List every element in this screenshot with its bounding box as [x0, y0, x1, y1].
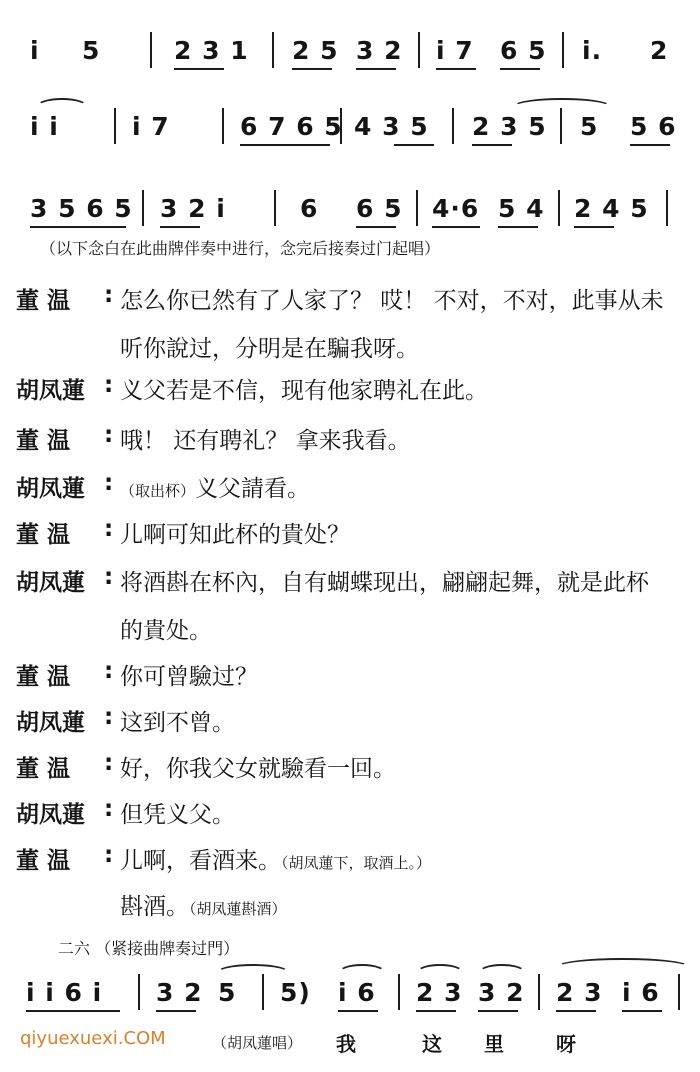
- dialogue-row-7: [16, 658, 690, 694]
- colon: :: [104, 704, 114, 730]
- note: 6 5: [356, 194, 403, 223]
- dialogue-row-10: [16, 796, 690, 832]
- note: i i: [30, 112, 59, 141]
- lyric-word: 我: [336, 1032, 356, 1056]
- lyric-word: 呀: [556, 1032, 576, 1056]
- beam: [160, 226, 200, 228]
- note: 6 7 6 5: [240, 112, 343, 141]
- score-line-4: [26, 978, 686, 1022]
- speaker-name: 董 温: [16, 756, 71, 782]
- dialogue-row-3: [16, 422, 690, 458]
- speaker-name: 胡凤蓮: [16, 802, 85, 828]
- colon: :: [104, 564, 114, 590]
- dialogue-text: 你可曾驗过？: [120, 664, 258, 690]
- bar-line: [666, 190, 668, 226]
- beam: [30, 226, 126, 228]
- note: 5 6: [630, 112, 677, 141]
- stage-direction: （胡凤蓮下，取酒上。）: [281, 854, 432, 872]
- dialogue-text: 义父若是不信，现有他家聘礼在此。: [120, 378, 488, 404]
- lyric-word: 里: [484, 1032, 504, 1056]
- note: 2 4 5: [574, 194, 649, 223]
- section-header: [58, 936, 239, 959]
- dialogue-text: 好，你我父女就驗看一回。: [120, 756, 396, 782]
- note: 2: [650, 36, 669, 65]
- bar-line: [138, 974, 140, 1010]
- beam: [292, 68, 332, 70]
- bar-line: [538, 974, 540, 1010]
- note: 5): [280, 978, 311, 1007]
- note: 3 2: [478, 978, 525, 1007]
- section-note: （紧接曲牌奏过門）: [95, 939, 240, 958]
- pour-text: 斟酒。: [120, 894, 189, 920]
- stage-note: （以下念白在此曲牌伴奏中进行，念完后接奏过门起唱）: [40, 239, 441, 258]
- score-line-3: [26, 194, 686, 238]
- stage-direction: （取出杯）: [120, 482, 196, 500]
- bar-line: [416, 190, 418, 226]
- dialogue-row-2: [16, 372, 690, 408]
- dialogue-row-9: [16, 750, 690, 786]
- slur: [556, 958, 690, 976]
- dialogue-line: 儿啊，看酒来。: [120, 848, 281, 874]
- dialogue-continuation: 的貴处。: [120, 618, 212, 644]
- dialogue-text: 将酒斟在杯內，自有蝴蝶现出，翩翩起舞，就是此杯: [120, 570, 649, 596]
- speaker-name: 胡凤蓮: [16, 476, 85, 502]
- bar-line: [560, 108, 562, 144]
- dialogue-row-6: [16, 564, 690, 600]
- colon: :: [104, 470, 114, 496]
- note: 4 3 5: [354, 112, 429, 141]
- note: 2 3: [416, 978, 463, 1007]
- beam: [240, 144, 330, 146]
- beam: [416, 1010, 456, 1012]
- note: 5: [82, 36, 101, 65]
- beam: [478, 1010, 518, 1012]
- dialogue-text: 但凭义父。: [120, 802, 235, 828]
- dialogue-row-5: [16, 516, 690, 552]
- note: 2 3 5: [472, 112, 547, 141]
- beam: [356, 226, 396, 228]
- note: 6 5: [500, 36, 547, 65]
- speaker-name: 胡凤蓮: [16, 710, 85, 736]
- bar-line: [142, 190, 144, 226]
- note: 2 3 1: [174, 36, 249, 65]
- beam: [338, 1010, 378, 1012]
- note: 5: [218, 978, 237, 1007]
- bar-line: [262, 974, 264, 1010]
- note: i i 6 i: [26, 978, 103, 1007]
- score-line-2: [26, 112, 686, 156]
- stage-direction: （胡凤蓮斟酒）: [189, 900, 287, 918]
- beam: [174, 68, 224, 70]
- dialogue-continuation: 听你說过，分明是在騙我呀。: [120, 336, 419, 362]
- lyric-word: 这: [422, 1032, 442, 1056]
- dialogue-line: 义父請看。: [195, 476, 311, 502]
- dialogue-row-8: [16, 704, 690, 740]
- dialogue-text: 这到不曾。: [120, 710, 235, 736]
- beam: [436, 68, 476, 70]
- note: 4·6: [432, 194, 480, 223]
- bar-line: [562, 32, 564, 68]
- colon: :: [104, 796, 114, 822]
- bar-line: [222, 108, 224, 144]
- beam: [498, 226, 538, 228]
- beam: [556, 1010, 596, 1012]
- beam: [622, 1010, 662, 1012]
- note: 3 2 i: [160, 194, 226, 223]
- colon: :: [104, 658, 114, 684]
- note: 5 4: [498, 194, 545, 223]
- section-number: 二六: [58, 939, 91, 958]
- speaker-name: 董 温: [16, 848, 71, 874]
- note: i 6: [622, 978, 660, 1007]
- beam: [574, 226, 614, 228]
- note: i 7: [436, 36, 474, 65]
- bar-line: [272, 32, 274, 68]
- colon: :: [104, 516, 114, 542]
- dialogue-text: [120, 470, 310, 503]
- beam: [394, 144, 434, 146]
- note: 6: [300, 194, 319, 223]
- speaker-name: 胡凤蓮: [16, 570, 85, 596]
- speaker-name: 董 温: [16, 288, 71, 314]
- dialogue-row-11: [16, 842, 690, 878]
- colon: :: [104, 372, 114, 398]
- dialogue-row-1: [16, 282, 690, 318]
- speaker-name: 胡凤蓮: [16, 378, 85, 404]
- beam: [26, 1010, 120, 1012]
- note: i 7: [132, 112, 170, 141]
- bar-line: [114, 108, 116, 144]
- bar-line: [678, 974, 680, 1010]
- beam: [500, 68, 540, 70]
- bar-line: [274, 190, 276, 226]
- bar-line: [150, 32, 152, 68]
- beam: [356, 68, 396, 70]
- dialogue-text: 儿啊可知此杯的貴处？: [120, 522, 350, 548]
- lyric-singer-note: （胡凤蓮唱）: [212, 1034, 303, 1052]
- speaker-name: 董 温: [16, 522, 71, 548]
- bar-line: [418, 32, 420, 68]
- note: i 6: [338, 978, 376, 1007]
- note: 5: [580, 112, 599, 141]
- dialogue-text: 怎么你已然有了人家了？ 哎！ 不对，不对，此事从未: [120, 288, 664, 314]
- note: i.: [582, 36, 603, 65]
- colon: :: [104, 422, 114, 448]
- note: 2 3: [556, 978, 603, 1007]
- note: 3 2: [156, 978, 203, 1007]
- dialogue-text: [120, 842, 431, 875]
- watermark-text: qiyuexuexi.COM: [20, 1028, 166, 1049]
- dialogue-row-4: [16, 470, 690, 506]
- dialogue-text: 哦！ 还有聘礼？ 拿来我看。: [120, 428, 411, 454]
- colon: :: [104, 282, 114, 308]
- beam: [630, 144, 670, 146]
- bar-line: [452, 108, 454, 144]
- beam: [432, 226, 480, 228]
- beam: [472, 144, 512, 146]
- pour-line: [120, 888, 287, 921]
- beam: [156, 1010, 196, 1012]
- score-line-1: [26, 36, 686, 80]
- bar-line: [558, 190, 560, 226]
- note: 3 5 6 5: [30, 194, 133, 223]
- note: 3 2: [356, 36, 403, 65]
- colon: :: [104, 750, 114, 776]
- speaker-name: 董 温: [16, 664, 71, 690]
- speaker-name: 董 温: [16, 428, 71, 454]
- bar-line: [398, 974, 400, 1010]
- note: 2 5: [292, 36, 339, 65]
- colon: :: [104, 842, 114, 868]
- note: i: [30, 36, 40, 65]
- bar-line: [340, 108, 342, 144]
